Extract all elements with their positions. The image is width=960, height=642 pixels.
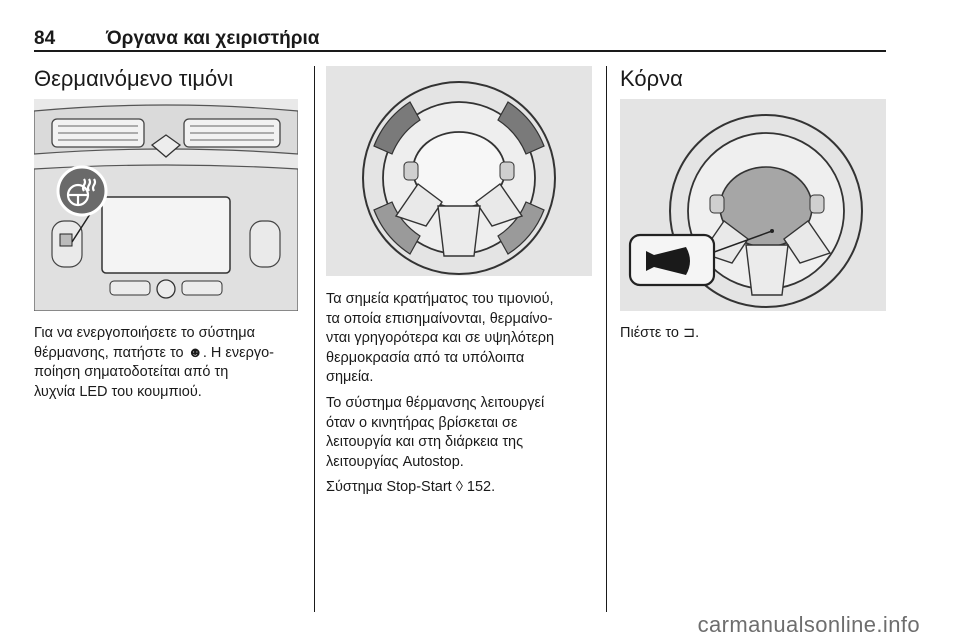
text-line: Για να ενεργοποιήσετε το σύστημα (34, 325, 255, 341)
watermark: carmanualsonline.info (697, 612, 920, 637)
text-line: Τα σημεία κρατήματος του τιμονιού, (326, 291, 554, 307)
header-rule (34, 50, 886, 52)
horn-wheel-drawing (620, 99, 886, 311)
text-line: λυχνία LED του κουμπιού. (34, 383, 202, 400)
text-line: ποίηση σηματοδοτείται από τη (34, 364, 229, 381)
dashboard-drawing (34, 99, 298, 311)
text-line: Το σύστημα θέρμανσης λειτουργεί (326, 394, 545, 411)
text-line: Πιέστε το ⊐. (620, 325, 700, 341)
paragraph (326, 394, 600, 472)
text-line: θέρμανσης, πατήστε το ☻. Η ενεργο- (34, 344, 274, 361)
heated-wheel-instructions (34, 324, 306, 402)
paragraph (326, 290, 600, 388)
text-line: νται γρηγορότερα και σε υψηλότερη (326, 330, 555, 347)
text-line: θερμοκρασία από τα υπόλοιπα (326, 349, 525, 366)
steering-wheel-drawing (326, 66, 592, 276)
text-line: λειτουργία και στη διάρκεια της (326, 434, 524, 451)
horn-illustration (620, 99, 886, 311)
heated-zones-description (326, 290, 600, 504)
steering-wheel-heated-zones-illustration (326, 66, 592, 276)
column-divider (314, 66, 315, 612)
text-line: λειτουργίας Autostop. (326, 453, 464, 470)
paragraph-cross-reference (326, 478, 600, 498)
cross-reference-link[interactable]: Σύστημα Stop-Start ◊ 152. (326, 479, 496, 496)
text-line: όταν ο κινητήρας βρίσκεται σε (326, 414, 518, 431)
text-line: σημεία. (326, 369, 374, 386)
dashboard-illustration (34, 99, 298, 311)
horn-instructions (620, 324, 886, 344)
section-heading-horn: Κόρνα (620, 66, 683, 91)
page-header (34, 28, 886, 50)
page-number: 84 (34, 28, 56, 49)
column-divider (606, 66, 607, 612)
chapter-title: Όργανα και χειριστήρια (106, 28, 320, 49)
section-heading-heated-wheel: Θερμαινόμενο τιμόνι (34, 66, 234, 91)
text-line: τα οποία επισημαίνονται, θερμαίνο- (326, 310, 553, 327)
